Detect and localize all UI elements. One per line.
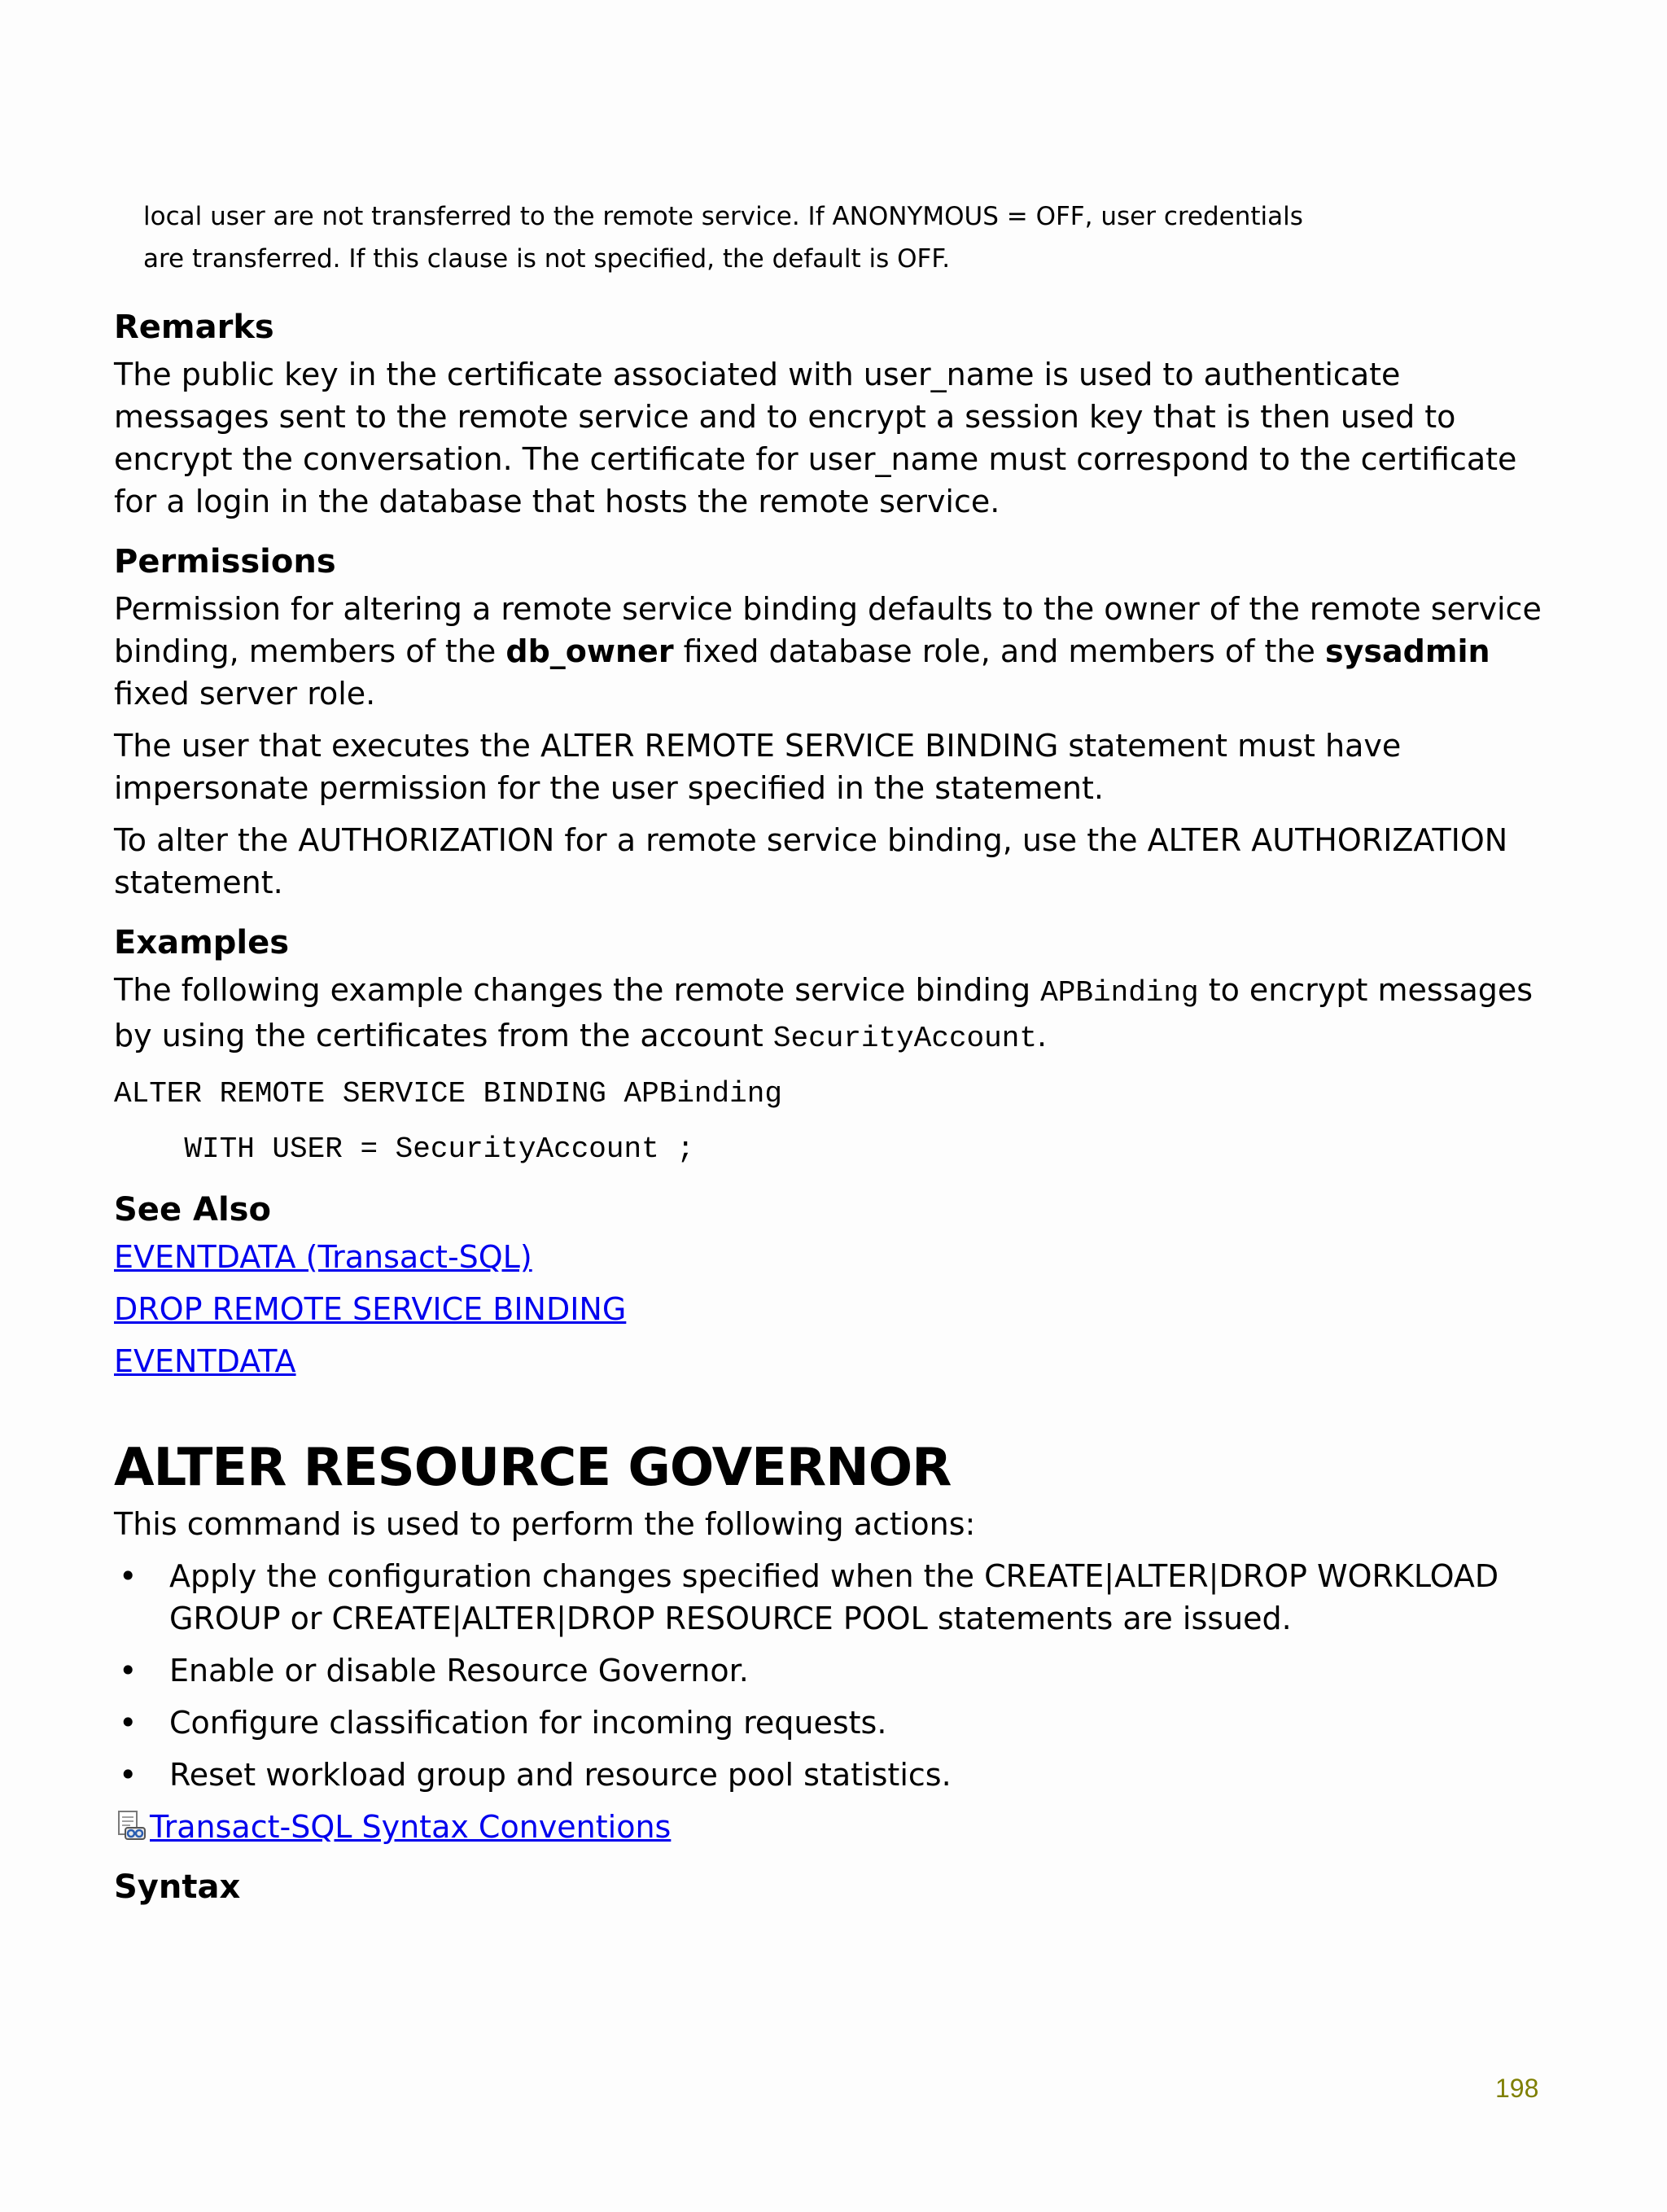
section-title: ALTER RESOURCE GOVERNOR <box>114 1438 952 1498</box>
intro-line-2: are transferred. If this clause is not specified, the default is OFF. <box>143 244 951 274</box>
see-also-link-2-row <box>114 1288 1547 1330</box>
syntax-heading: Syntax <box>114 1868 241 1906</box>
list-item <box>114 1754 1547 1796</box>
syntax-conventions-row <box>114 1806 1547 1848</box>
list-item <box>114 1702 1547 1744</box>
intro-line-1: local user are not transferred to the remote service. If ANONYMOUS = OFF, user credentials <box>143 202 1303 231</box>
section-lead: This command is used to perform the following actions: <box>114 1506 976 1542</box>
permissions-paragraph-2: The user that executes the ALTER REMOTE SERVICE BINDING statement must have impersonate permission for the user specified in the statement. <box>114 728 1402 806</box>
list-item <box>114 1649 1547 1692</box>
code-apbinding: APBinding <box>1040 976 1199 1010</box>
list-item-text: Reset workload group and resource pool statistics. <box>169 1757 952 1793</box>
bullet-icon: • <box>119 1757 138 1793</box>
see-also-heading: See Also <box>114 1191 271 1229</box>
code-line-2: WITH USER = SecurityAccount ; <box>114 1132 694 1166</box>
intro-continuation <box>143 195 1547 280</box>
db-owner-role: db_owner <box>505 633 674 669</box>
code-line-1: ALTER REMOTE SERVICE BINDING APBinding <box>114 1077 782 1110</box>
sysadmin-role: sysadmin <box>1325 633 1490 669</box>
page-number: 198 <box>1495 2074 1539 2103</box>
permissions-text-c: fixed database role, and members of the <box>673 633 1325 669</box>
actions-list <box>114 1555 1547 1796</box>
permissions-text-e: fixed server role. <box>114 676 376 712</box>
list-item-text: Apply the configuration changes specified when the CREATE|ALTER|DROP WORKLOAD GROUP or CREATE|ALTER|DROP RESOURCE POOL statements are issued. <box>169 1558 1499 1636</box>
permissions-paragraph-1 <box>114 588 1547 715</box>
list-item-text: Configure classification for incoming requests. <box>169 1705 887 1741</box>
permissions-paragraph-3: To alter the AUTHORIZATION for a remote service binding, use the ALTER AUTHORIZATION statement. <box>114 822 1508 900</box>
syntax-conventions-link[interactable]: Transact-SQL Syntax Conventions <box>150 1809 672 1845</box>
document-link-icon <box>114 1810 148 1842</box>
examples-text-a: The following example changes the remote service binding <box>114 972 1041 1008</box>
bullet-icon: • <box>119 1558 138 1594</box>
remarks-text: The public key in the certificate associated with user_name is used to authenticate messages sent to the remote service and to encrypt a session key that is then used to encrypt the conversation. The certificate for user_name must correspond to the certificate for a login in the database that hosts the remote service. <box>114 357 1517 519</box>
examples-heading: Examples <box>114 924 290 961</box>
bullet-icon: • <box>119 1705 138 1741</box>
see-also-link-eventdata-transact-sql[interactable]: EVENTDATA (Transact-SQL) <box>114 1239 532 1275</box>
list-item <box>114 1555 1547 1640</box>
bullet-icon: • <box>119 1653 138 1689</box>
examples-text <box>114 969 1547 1060</box>
permissions-text-a: Permission for altering a remote service binding defaults to the owner of the remote service binding, members of the <box>114 591 1542 669</box>
see-also-link-drop-remote-service-binding[interactable]: DROP REMOTE SERVICE BINDING <box>114 1291 627 1327</box>
examples-text-b: to encrypt messages by using the certificates from the account <box>114 972 1534 1053</box>
code-securityaccount: SecurityAccount <box>772 1022 1037 1055</box>
list-item-text: Enable or disable Resource Governor. <box>169 1653 749 1689</box>
see-also-link-1-row <box>114 1236 1547 1278</box>
permissions-heading: Permissions <box>114 543 336 580</box>
see-also-link-3-row <box>114 1340 1547 1382</box>
document-page <box>114 195 1547 1910</box>
see-also-link-eventdata[interactable]: EVENTDATA <box>114 1343 296 1379</box>
remarks-heading: Remarks <box>114 309 274 346</box>
examples-text-c: . <box>1036 1018 1048 1053</box>
